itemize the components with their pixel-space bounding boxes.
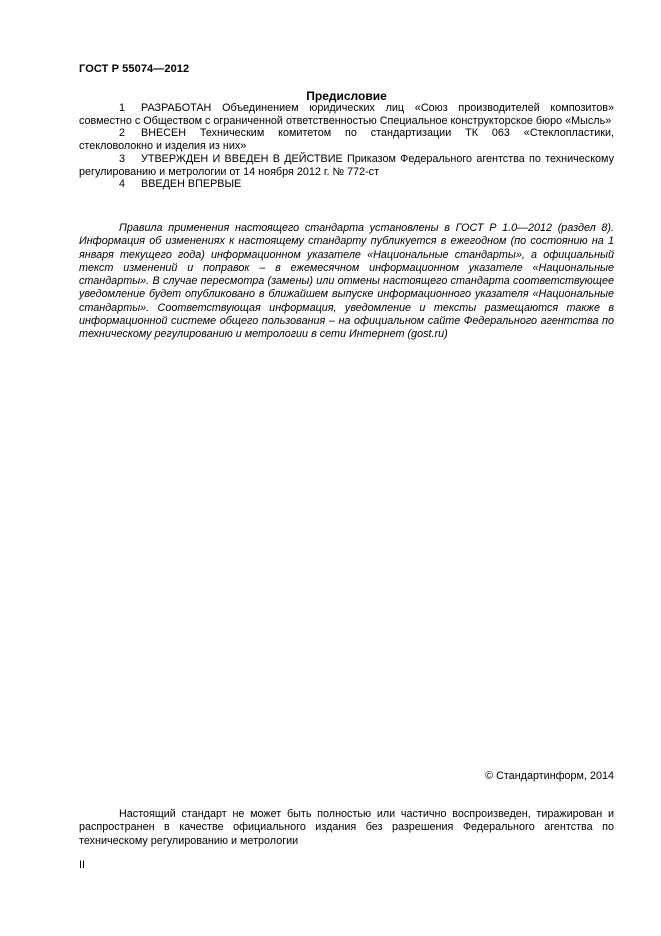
item-number: 4 [119, 178, 126, 191]
item-text: РАЗРАБОТАН Объединением юридических лиц «Союз производителей композитов» совместно с Обществом с ограниченной ответственностью Специальное конструкторское бюро «Мысль» [79, 102, 614, 127]
item-number: 3 [119, 152, 126, 165]
preface-item-1 [79, 102, 614, 127]
preface-title: Предисловие [306, 89, 387, 103]
item-number: 2 [119, 127, 126, 140]
item-number: 1 [119, 102, 126, 114]
item-text: ВВЕДЕН ВПЕРВЫЕ [141, 178, 242, 191]
preface-item-2 [79, 127, 614, 152]
preface-items [79, 102, 614, 191]
reproduction-rights-notice: Настоящий стандарт не может быть полностью или частично воспроизведен, тиражирован и распространен в качестве официального издания без разрешения Федерального агентства по техническому регулированию и метрологии [79, 808, 614, 847]
standard-application-note: Правила применения настоящего стандарта установлены в ГОСТ Р 1.0—2012 (раздел 8). Информация об изменениях к настоящему стандарту публикуется в ежегодном (по состоянию на 1 января текущего года) информационном указателе «Национальные стандарты», а официальный текст изменений и поправок – в ежемесячном информационном указателе «Национальные стандарты». В случае пересмотра (замены) или отмены настоящего стандарта соответствующее уведомление будет опубликовано в ближайшем выпуске информационного указателя «Национальные стандарты». Соответствующая информация, уведомление и тексты размещаются также в информационной системе общего пользования – на официальном сайте Федерального агентства по техническому регулированию и метрологии в сети Интернет (gost.ru) [79, 222, 614, 341]
item-text: ВНЕСЕН Техническим комитетом по стандартизации ТК 063 «Стеклопластики, стекловолокно и изделия из них» [79, 127, 614, 153]
item-text: УТВЕРЖДЕН И ВВЕДЕН В ДЕЙСТВИЕ Приказом Федерального агентства по техническому регулированию и метрологии от 14 ноября 2012 г. № 772-ст [79, 152, 614, 178]
preface-item-3 [79, 153, 614, 178]
copyright-notice: © Стандартинформ, 2014 [485, 770, 614, 782]
document-code: ГОСТ Р 55074—2012 [79, 63, 190, 75]
page-number: II [79, 859, 85, 871]
preface-item-4 [79, 178, 614, 191]
